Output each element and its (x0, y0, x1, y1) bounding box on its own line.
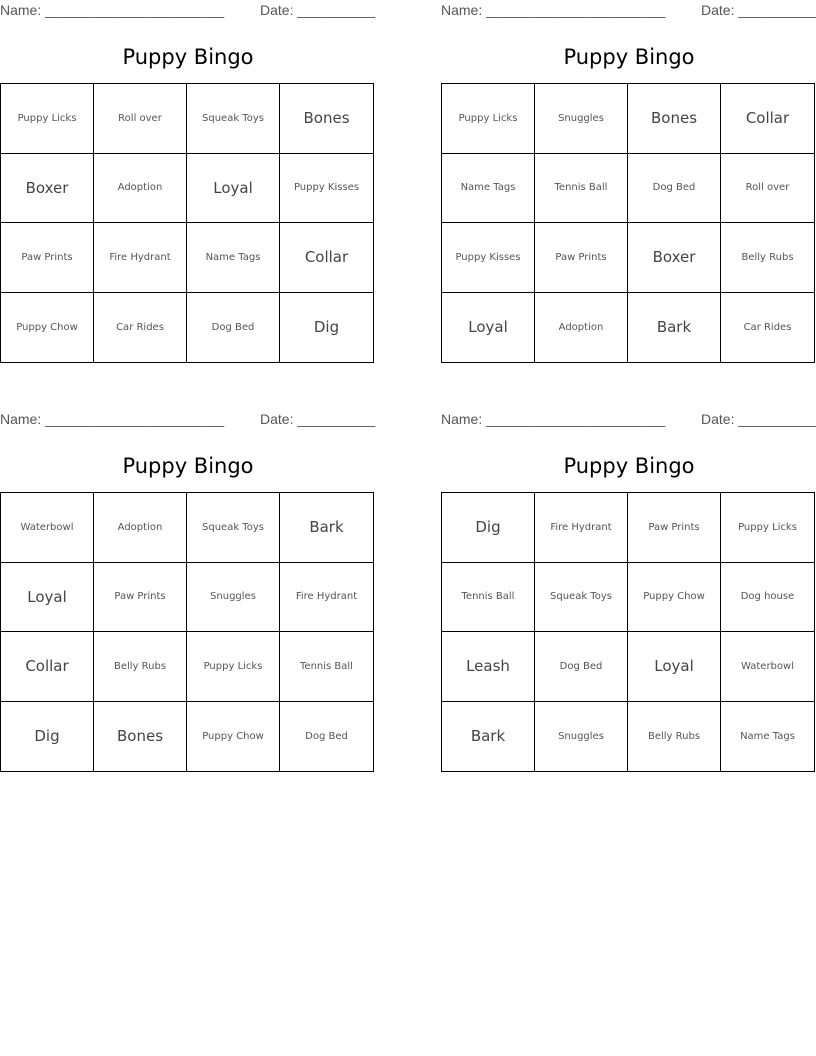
bingo-cell[interactable]: Tennis Ball (535, 154, 628, 224)
bingo-cell[interactable]: Bones (94, 702, 187, 772)
bingo-cell[interactable]: Name Tags (187, 223, 280, 293)
bingo-cell[interactable]: Fire Hydrant (535, 493, 628, 563)
bingo-cell[interactable]: Squeak Toys (187, 84, 280, 154)
bingo-cell[interactable]: Bones (280, 84, 373, 154)
bingo-cell[interactable]: Boxer (628, 223, 721, 293)
date-field[interactable]: Date: __________ (260, 411, 376, 427)
name-field[interactable]: Name: _______________________ (0, 411, 225, 427)
bingo-cell[interactable]: Bark (280, 493, 373, 563)
bingo-cell[interactable]: Tennis Ball (442, 563, 535, 633)
bingo-cell[interactable]: Name Tags (740, 730, 795, 742)
bingo-cell[interactable]: Adoption (94, 493, 187, 563)
bingo-cell[interactable]: Roll over (94, 84, 187, 154)
bingo-cell[interactable]: Fire Hydrant (94, 223, 187, 293)
bingo-cell[interactable]: Bark (442, 702, 535, 772)
bingo-cell[interactable]: Tennis Ball (280, 632, 373, 702)
bingo-cell[interactable]: Squeak Toys (535, 563, 628, 633)
bingo-cell[interactable]: Fire Hydrant (280, 563, 373, 633)
bingo-cell[interactable]: Puppy Kisses (280, 154, 373, 224)
bingo-cell[interactable]: Snuggles (535, 702, 628, 772)
date-field[interactable]: Date: __________ (701, 2, 816, 18)
bingo-cell[interactable]: Boxer (1, 154, 94, 224)
name-field[interactable]: Name: _______________________ (441, 411, 666, 427)
bingo-cell[interactable]: Snuggles (535, 84, 628, 154)
bingo-card-2 (441, 0, 816, 337)
bingo-cell[interactable]: Adoption (94, 154, 187, 224)
bingo-cell[interactable]: Puppy Licks (187, 632, 280, 702)
bingo-cell[interactable]: Puppy Licks (442, 84, 535, 154)
bingo-card-1 (0, 0, 376, 337)
name-field[interactable]: Name: _______________________ (0, 2, 225, 18)
bingo-cell[interactable]: Dog house (721, 563, 814, 633)
bingo-cell[interactable]: Loyal (628, 632, 721, 702)
date-field[interactable]: Date: __________ (260, 2, 376, 18)
bingo-cell[interactable]: Puppy Chow (187, 702, 280, 772)
bingo-cell[interactable]: Waterbowl (1, 493, 94, 563)
bingo-cell[interactable]: Puppy Kisses (442, 223, 535, 293)
bingo-cell[interactable]: Dig (1, 702, 94, 772)
bingo-cell[interactable]: Puppy Licks (1, 84, 94, 154)
bingo-cell[interactable]: Collar (721, 84, 814, 154)
bingo-cell[interactable]: Loyal (187, 154, 280, 224)
card-title: Puppy Bingo (563, 454, 695, 478)
card-title: Puppy Bingo (122, 45, 254, 69)
bingo-cell[interactable]: Puppy Chow (1, 293, 94, 363)
bingo-cell[interactable]: Paw Prints (1, 223, 94, 293)
bingo-cell[interactable]: Belly Rubs (721, 223, 814, 293)
bingo-cell[interactable]: Adoption (535, 293, 628, 363)
bingo-cell[interactable]: Snuggles (187, 563, 280, 633)
bingo-grid (441, 83, 815, 363)
bingo-cell[interactable]: Puppy Chow (628, 563, 721, 633)
card-header (0, 0, 376, 22)
bingo-cell[interactable]: Squeak Toys (187, 493, 280, 563)
bingo-cell[interactable]: Car Rides (94, 293, 187, 363)
bingo-grid (441, 492, 815, 772)
bingo-cell[interactable]: Dog Bed (535, 632, 628, 702)
bingo-cell[interactable]: Belly Rubs (628, 702, 721, 772)
card-title: Puppy Bingo (122, 454, 254, 478)
bingo-cell[interactable]: Collar (1, 632, 94, 702)
bingo-cell[interactable]: Dig (442, 493, 535, 563)
bingo-cell[interactable]: Dog Bed (187, 293, 280, 363)
bingo-cell[interactable]: Roll over (721, 154, 814, 224)
bingo-cell[interactable]: Dog Bed (628, 154, 721, 224)
bingo-cell[interactable]: Car Rides (743, 321, 792, 333)
card-header (0, 409, 376, 431)
bingo-cell[interactable]: Paw Prints (628, 493, 721, 563)
bingo-cell[interactable]: Puppy Licks (721, 493, 814, 563)
bingo-cell[interactable]: Leash (442, 632, 535, 702)
bingo-cell[interactable]: Loyal (442, 293, 535, 363)
bingo-cell[interactable]: Belly Rubs (94, 632, 187, 702)
bingo-cell[interactable]: Name Tags (442, 154, 535, 224)
bingo-cell[interactable]: Dig (313, 318, 340, 337)
bingo-cell[interactable]: Bark (628, 293, 721, 363)
bingo-card-4 (441, 409, 816, 746)
bingo-grid (0, 83, 374, 363)
card-header (441, 409, 816, 431)
bingo-cell[interactable]: Loyal (1, 563, 94, 633)
bingo-cell[interactable]: Waterbowl (721, 632, 814, 702)
bingo-cell[interactable]: Paw Prints (535, 223, 628, 293)
bingo-cell[interactable]: Collar (280, 223, 373, 293)
bingo-cell[interactable]: Dog Bed (305, 730, 348, 742)
date-field[interactable]: Date: __________ (701, 411, 816, 427)
card-title: Puppy Bingo (563, 45, 695, 69)
bingo-grid (0, 492, 374, 772)
bingo-card-3 (0, 409, 376, 746)
card-header (441, 0, 816, 22)
bingo-cell[interactable]: Paw Prints (94, 563, 187, 633)
name-field[interactable]: Name: _______________________ (441, 2, 666, 18)
bingo-cell[interactable]: Bones (628, 84, 721, 154)
